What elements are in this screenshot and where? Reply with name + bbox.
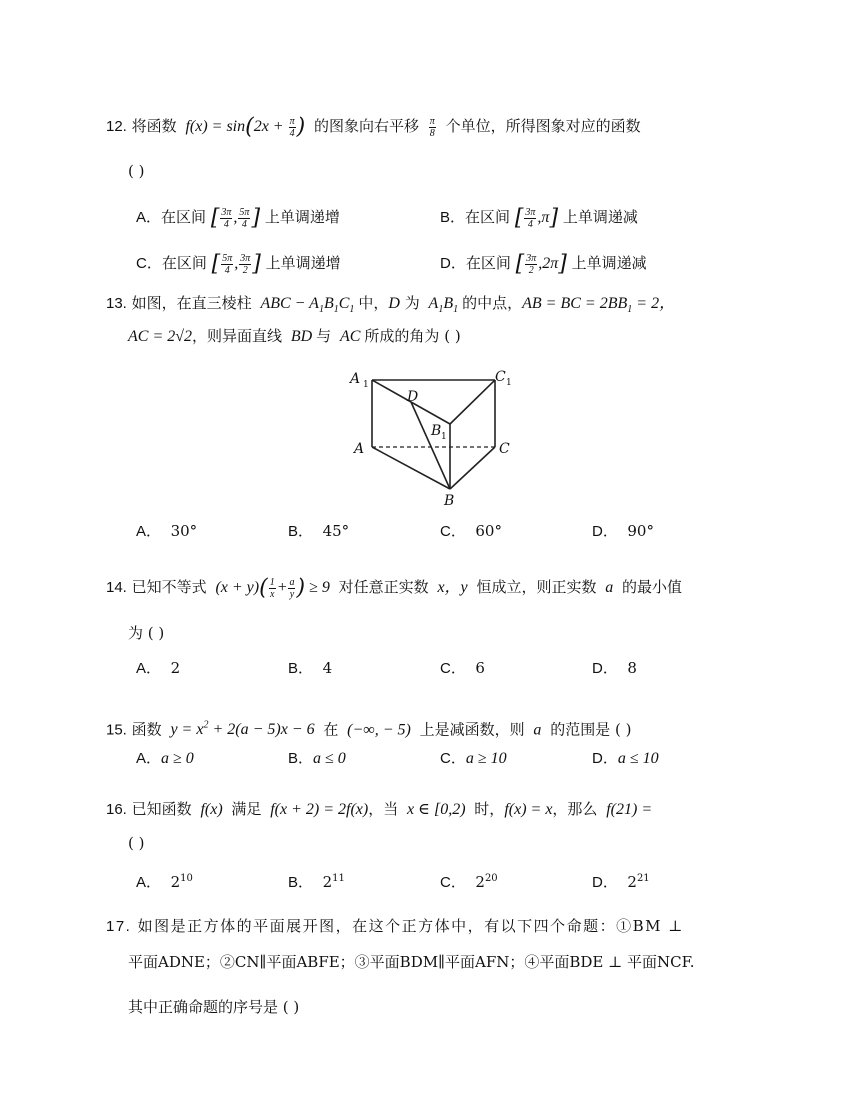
q15-option-b[interactable]: B．a ≤ 0 (288, 750, 346, 767)
fig-label-d: D (407, 389, 419, 405)
q13-prism-figure (345, 367, 520, 509)
q13-option-d[interactable]: D． 90° (592, 522, 654, 540)
q13-option-c[interactable]: C． 60° (440, 522, 502, 540)
q16-option-d[interactable]: D． $2^{21}$ (592, 873, 650, 891)
q13-number: 13. (106, 295, 127, 312)
q16-number: 16. (106, 801, 127, 818)
q17-stem-line3: 其中正确命题的序号是 ( ) (128, 998, 300, 1016)
q15-option-a[interactable]: A．a ≥ 0 (136, 750, 194, 767)
q15-number: 15. (106, 721, 127, 739)
q13-option-b[interactable]: B． 45° (288, 522, 350, 540)
fig-label-c: C (499, 441, 510, 457)
q17-stem-line1: 17. 如图是正方体的平面展开图，在这个正方体中，有以下四个命题：①BM ⊥ (106, 917, 684, 935)
fig-label-a1: A (350, 371, 361, 387)
q15-answer-paren: ( ) (614, 720, 632, 739)
q13-option-a[interactable]: A． 30° (136, 522, 198, 540)
q13-stem-line1: 13. 如图，在直三棱柱 ABC − $A_1B_1C_1$ 中，D 为 $A_1B_1$ 的中点，AB = BC = $2BB_1 = 2$， (106, 294, 676, 316)
q12-answer-paren: ( ) (128, 162, 145, 180)
q14-option-d[interactable]: D． 8 (592, 659, 637, 677)
q17-number: 17. (106, 918, 132, 935)
svg-text:1: 1 (363, 380, 369, 390)
q12-option-a[interactable]: A．在区间 [ $\frac{3\pi}{4}$ , $\frac{5\pi}{4}$ ] 上单调递增 (136, 205, 340, 231)
q13-stem-line2: AC = 2√2，则异面直线 BD 与 AC 所成的角为 ( ) (128, 327, 461, 345)
fig-label-b: B (444, 493, 455, 509)
q16-option-b[interactable]: B． $2^{11}$ (288, 873, 345, 891)
fig-label-c1: C (495, 369, 506, 385)
svg-text:1: 1 (506, 378, 512, 388)
q14-option-b[interactable]: B． 4 (288, 659, 333, 677)
q15-stem: 15. 函数 $y = x^2 + 2(a - 5)x - 6$ 在 (−∞, − 5) 上是减函数，则 a 的范围是 ( ) (106, 720, 632, 739)
fig-label-b1: B (431, 423, 442, 439)
q17-stem-line2: 平面ADNE；②CN∥平面ABFE；③平面BDM∥平面AFN；④平面BDE ⊥ 平面NCF. (128, 953, 695, 971)
q14-number: 14. (106, 579, 127, 596)
q12-function: f(x) = sin(2x + $\frac{\pi}{4}$ ) (181, 114, 306, 140)
q14-answer-paren: ( ) (147, 624, 165, 642)
q14-stem-line1: 14. 已知不等式 (x + y)( $\frac{1}{x}$ + $\frac{a}{y}$ ) ≥ 9 对任意正实数 x，y 恒成立，则正实数 a 的最小值 (106, 575, 683, 601)
q15-option-d[interactable]: D．a ≤ 10 (592, 750, 659, 767)
svg-text:1: 1 (441, 432, 447, 442)
q17-answer-paren: ( ) (282, 998, 300, 1016)
q12-option-d[interactable]: D．在区间 [ $\frac{3\pi}{2}$ ,2π] 上单调递减 (440, 251, 647, 277)
q14-option-c[interactable]: C． 6 (440, 659, 485, 677)
fig-label-a: A (354, 441, 365, 457)
q16-answer-paren: ( ) (128, 834, 145, 852)
q12-option-c[interactable]: C．在区间 [ $\frac{5\pi}{4}$ , $\frac{3\pi}{2}$ ] 上单调递增 (136, 251, 341, 277)
q15-option-c[interactable]: C．a ≥ 10 (440, 750, 507, 767)
q12-number: 12. (106, 118, 127, 135)
q13-answer-paren: ( ) (444, 327, 461, 345)
q16-option-a[interactable]: A． $2^{10}$ (136, 873, 193, 891)
q12-option-b[interactable]: B．在区间 [ $\frac{3\pi}{4}$ ,π] 上单调递减 (440, 205, 638, 231)
q16-stem: 16. 已知函数 f(x) 满足 f(x + 2) = 2f(x)，当 x ∈ [0,2) 时，f(x) = x，那么 f(21) = (106, 800, 653, 818)
q16-option-c[interactable]: C． $2^{20}$ (440, 873, 498, 891)
q14-stem-line2: 为 ( ) (128, 624, 165, 642)
q12-stem: 12. 将函数 f(x) = sin(2x + $\frac{\pi}{4}$ ) 的图象向右平移 $\frac{\pi}{8}$ 个单位，所得图象对应的函数 (106, 114, 641, 140)
q14-option-a[interactable]: A． 2 (136, 659, 181, 677)
